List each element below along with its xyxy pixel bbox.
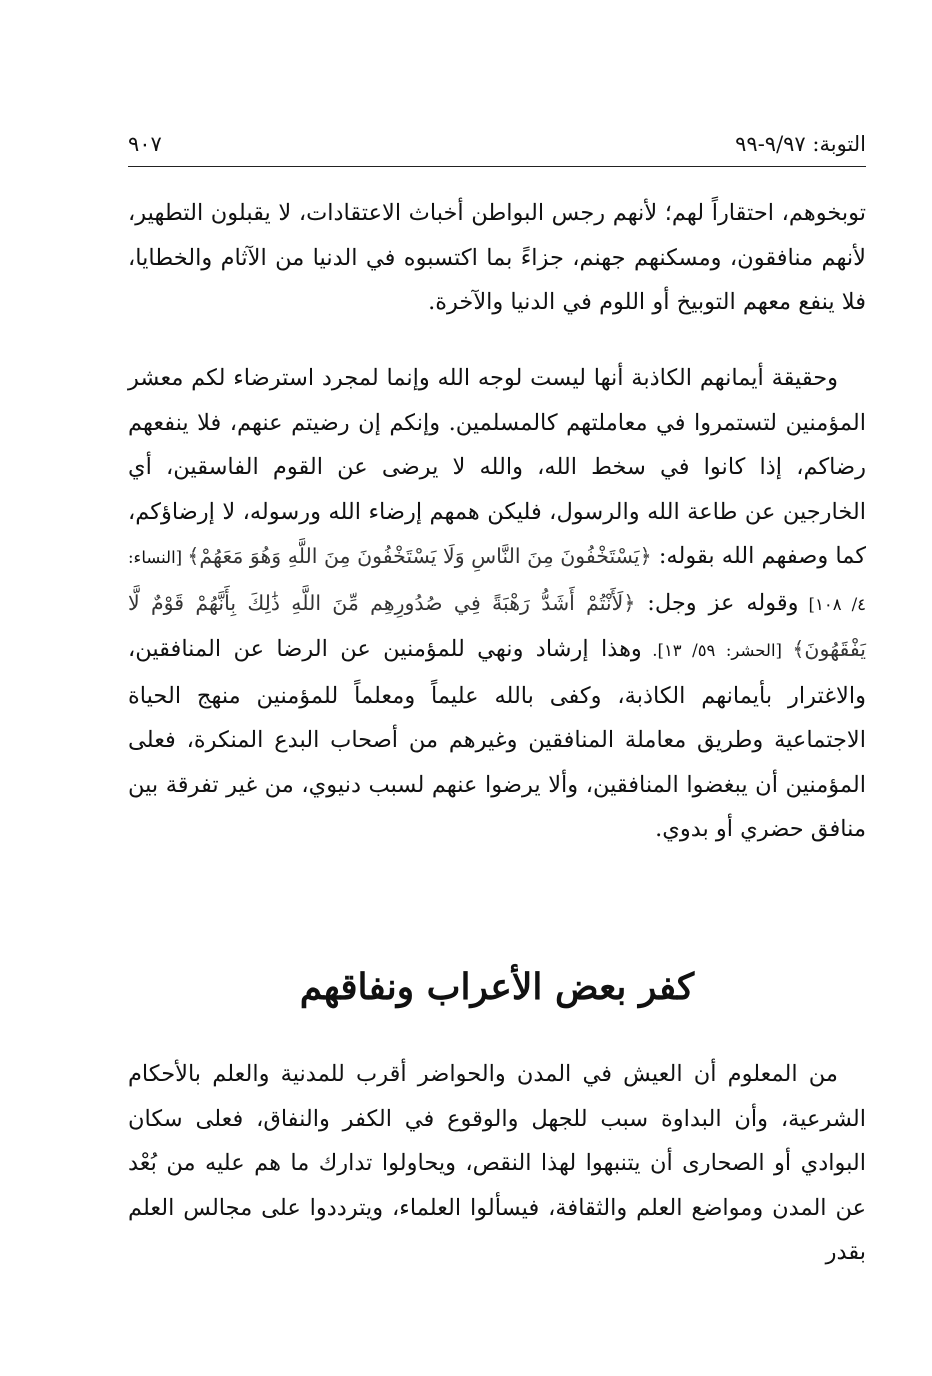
quran-quote-1: ﴿يَسْتَخْفُونَ مِنَ النَّاسِ وَلَا يَسْتَخْفُونَ مِنَ اللَّهِ وَهُوَ مَعَهُمْ﴾: [187, 544, 652, 568]
section-heading: كفر بعض الأعراب ونفاقهم: [299, 966, 695, 1008]
paragraph-2: [128, 356, 866, 852]
surah-reference: التوبة: ٩/٩٧-٩٩: [735, 132, 866, 156]
paragraph-2-text-a: وحقيقة أيمانهم الكاذبة أنها ليست لوجه الله وإنما لمجرد استرضاء لكم معشر المؤمنين لتستمروا في معاملتهم كالمسلمين. وإنكم إن رضيتم عنهم، فلا ينفعهم رضاكم، إذا كانوا في سخط الله، والله لا يرضى عن القوم الفاسقين، أي الخارجين عن طاعة الله والرسول، فليكن همهم إرضاء الله ورسوله، لا إرضاؤكم، كما وصفهم الله بقوله:: [128, 365, 866, 569]
page-number: ٩٠٧: [128, 132, 162, 156]
quran-quote-2: ﴿لَأَنْتُمْ أَشَدُّ رَهْبَةً فِي صُدُورِهِم مِّنَ اللَّهِ ذَٰلِكَ بِأَنَّهُمْ قَوْمٌ لَّا يَفْقَهُونَ﴾: [128, 590, 866, 661]
quran-reference-2: [الحشر: ٥٩/ ١٣].: [641, 641, 793, 660]
header-divider: [128, 166, 866, 167]
paragraph-1: توبخوهم، احتقاراً لهم؛ لأنهم رجس البواطن أخباث الاعتقادات، لا يقبلون التطهير، لأنهم منافقون، ومسكنهم جهنم، جزاءً بما اكتسبوه في الدنيا من الآثام والخطايا، فلا ينفع معهم التوبيخ أو اللوم في الدنيا والآخرة.: [128, 200, 866, 315]
paragraph-2-text-c: وهذا إرشاد ونهي للمؤمنين عن الرضا عن المنافقين، والاغترار بأيمانهم الكاذبة، وكفى بالله عليماً ومعلماً للمؤمنين منهج الحياة الاجتماعية وطريق معاملة المنافقين وغيرهم من أصحاب البدع المنكرة، فعلى المؤمنين أن يبغضوا المنافقين، وألا يرضوا عنهم لسبب دنيوي، من غير تفرقة بين منافق حضري أو بدوي.: [128, 636, 866, 842]
paragraph-2-text-b: وقوله عز وجل:: [635, 589, 799, 616]
paragraph-3: من المعلوم أن العيش في المدن والحواضر أقرب للمدنية والعلم بالأحكام الشرعية، وأن البداوة سبب للجهل والوقوع في الكفر والنفاق، فعلى سكان البوادي أو الصحارى أن يتنبهوا لهذا النقص، ويحاولوا تدارك ما هم عليه من بُعْد عن المدن ومواضع العلم والثقافة، فيسألوا العلماء، ويترددوا على مجالس العلم بقدر: [128, 1061, 866, 1265]
page-header: [128, 128, 866, 164]
quran-reference-1: [النساء: ٤/ ١٠٨]: [128, 548, 867, 614]
